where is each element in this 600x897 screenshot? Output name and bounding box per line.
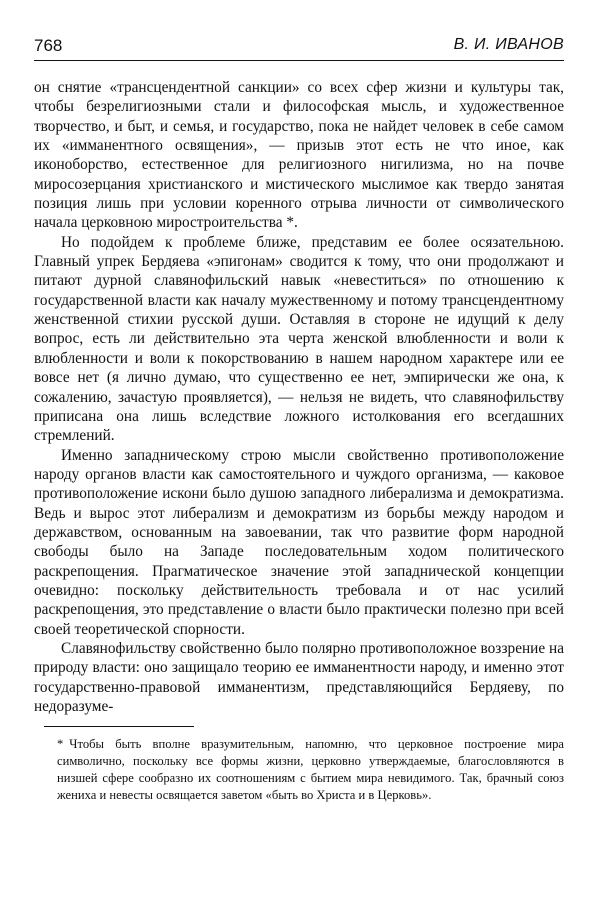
footnote-mark: *	[57, 737, 64, 752]
footnote-text: Чтобы быть вполне вразумительным, напомню, что церковное построение мира символично, поскольку все формы жизни, церковно утверждаемые, благословляются в низшей сфере сообразно их соотношениям с бытием мира невидимого. Так, брачный союз жениха и невесты освящается заветом «быть во Христа и в Церковь».	[57, 737, 564, 803]
paragraph-4: Славянофильству свойственно было полярно противоположное воззрение на природу власти: оно защищало теорию ее имманентности народу, и именно этот государственно-правовой имманентизм, представляющийся Бердяеву, по недоразуме-	[34, 639, 564, 715]
main-text	[34, 78, 564, 716]
paragraph-2: Но подойдем к проблеме ближе, представим ее более осязательною. Главный упрек Бердяева «эпигонам» сводится к тому, что они продолжают и питают дурной славянофильский навык «невеститься» по отношению к государственной власти как началу мужественному и потому трансцендентному женственной стихии русской души. Оставляя в стороне не идущий к делу вопрос, есть ли действительно эта черта женской влюбленности и воли к влюбленности и воли к покорствованию в нашем народном характере или ее вовсе нет (я лично думаю, что существенно ее нет, эмпирически же она, к сожалению, зачастую проявляется), — нельзя не видеть, что славянофильству приписана она лишь вследствие ложного истолкования его всегдашних стремлений.	[34, 233, 564, 445]
footnote-divider	[44, 726, 194, 727]
book-page	[34, 34, 564, 804]
paragraph-1-continued: он снятие «трансцендентной санкции» со всех сфер жизни и культуры так, чтобы безрелигиозными стали и философская мысль, и художественное творчество, и быт, и семья, и государство, пока не найдет человек в себе самом их «имманентного освящения», — призыв этот есть не что иное, как иконоборство, естественное для религиозного нигилизма, но на почве миросозерцания христианского и мистического мыслимое как твердо занятая позиция лишь при условии коренного отрыва личности от символического начала церковною миростроительства *.	[34, 79, 564, 232]
paragraph-3: Именно западническому строю мысли свойственно противоположение народу органов власти как самостоятельного и чуждого организма, — каковое противоположение искони было душою западного либерализма и демократизма. Ведь и вырос этот либерализм и демократизм из борьбы между народом и державством, основанным на завоевании, так что развитие форм народной свободы было на Западе последовательным ходом политического раскрепощения. Прагматическое значение этой западнической концепции очевидно: поскольку действительность требовала и от нас усилий раскрепощения, это представление о власти было практически полезно при всей своей теоретической спорности.	[34, 446, 564, 638]
footnote	[57, 736, 564, 804]
running-head-author: В. И. ИВАНОВ	[453, 36, 564, 53]
page-header	[34, 34, 564, 61]
page-number: 768	[34, 36, 63, 55]
